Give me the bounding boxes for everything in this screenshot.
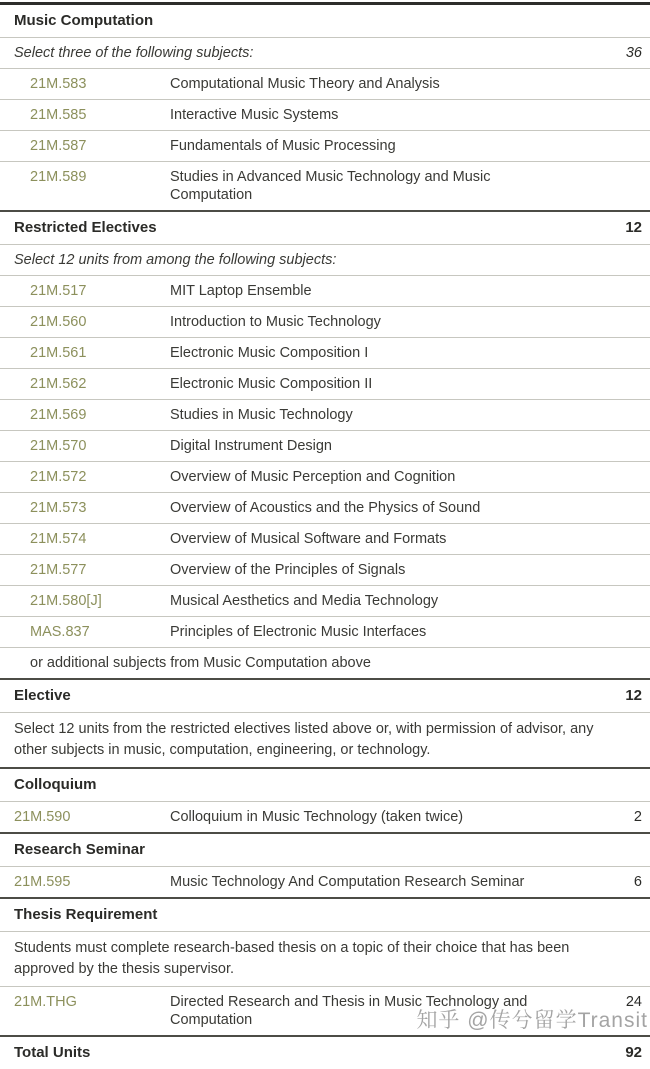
course-title: Overview of the Principles of Signals xyxy=(170,562,406,578)
course-title: Overview of Music Perception and Cognition xyxy=(170,469,456,485)
course-row xyxy=(0,461,650,492)
comment-text: Select three of the following subjects: xyxy=(14,45,254,61)
course-code-link[interactable]: 21M.595 xyxy=(14,874,71,890)
comment-units: 36 xyxy=(625,45,642,61)
course-title: Principles of Electronic Music Interfaces xyxy=(170,624,427,640)
paragraph-text: Students must complete research-based thesis on a topic of their choice that has been approved by the thesis supervisor. xyxy=(14,940,570,977)
course-row xyxy=(0,68,650,99)
course-row xyxy=(0,866,650,897)
course-title: Music Technology And Computation Research Seminar xyxy=(170,874,525,890)
paragraph-row xyxy=(0,931,650,986)
course-title: Studies in Music Technology xyxy=(170,407,353,423)
paragraph-text: Select 12 units from the restricted electives listed above or, with permission of advisor, any other subjects in music, computation, engineering, or technology. xyxy=(14,721,594,758)
course-code-link[interactable]: 21M.590 xyxy=(14,809,71,825)
note-row xyxy=(0,647,650,678)
note-text: or additional subjects from Music Computation above xyxy=(30,655,371,671)
course-title: Electronic Music Composition II xyxy=(170,376,373,392)
course-row xyxy=(0,306,650,337)
comment-row xyxy=(0,244,650,275)
course-row xyxy=(0,368,650,399)
section-header-label: Total Units xyxy=(14,1044,91,1061)
course-row xyxy=(0,430,650,461)
course-code-link[interactable]: MAS.837 xyxy=(30,624,90,640)
section-units: 12 xyxy=(625,687,642,704)
course-row xyxy=(0,130,650,161)
course-code-link[interactable]: 21M.587 xyxy=(30,138,87,154)
course-code-link[interactable]: 21M.572 xyxy=(30,469,87,485)
paragraph-row xyxy=(0,712,650,767)
course-title: Introduction to Music Technology xyxy=(170,314,381,330)
course-title: MIT Laptop Ensemble xyxy=(170,283,312,299)
section-header-label: Research Seminar xyxy=(14,841,145,858)
course-table-body xyxy=(0,2,650,1069)
section-header-row xyxy=(0,2,650,37)
course-code-link[interactable]: 21M.THG xyxy=(14,994,77,1010)
course-code-link[interactable]: 21M.569 xyxy=(30,407,87,423)
section-header-label: Thesis Requirement xyxy=(14,906,158,923)
course-row xyxy=(0,399,650,430)
course-row xyxy=(0,585,650,616)
course-row xyxy=(0,99,650,130)
course-code-link[interactable]: 21M.583 xyxy=(30,76,87,92)
comment-text: Select 12 units from among the following subjects: xyxy=(14,252,337,268)
section-units: 12 xyxy=(625,219,642,236)
section-header-row xyxy=(0,1035,650,1069)
course-title: Fundamentals of Music Processing xyxy=(170,138,396,154)
course-code-link[interactable]: 21M.577 xyxy=(30,562,87,578)
course-code-link[interactable]: 21M.585 xyxy=(30,107,87,123)
course-title: Interactive Music Systems xyxy=(170,107,339,123)
course-title: Studies in Advanced Music Technology and Music Computation xyxy=(170,169,491,203)
course-title: Overview of Acoustics and the Physics of Sound xyxy=(170,500,481,516)
course-units: 2 xyxy=(633,809,642,825)
course-code-link[interactable]: 21M.573 xyxy=(30,500,87,516)
section-header-label: Elective xyxy=(14,687,71,704)
section-header-row xyxy=(0,767,650,801)
course-row xyxy=(0,161,650,210)
course-code-link[interactable]: 21M.562 xyxy=(30,376,87,392)
course-title: Colloquium in Music Technology (taken twice) xyxy=(170,809,464,825)
course-title: Electronic Music Composition I xyxy=(170,345,369,361)
course-title: Musical Aesthetics and Media Technology xyxy=(170,593,439,609)
course-units: 6 xyxy=(633,874,642,890)
course-title: Computational Music Theory and Analysis xyxy=(170,76,440,92)
course-title: Overview of Musical Software and Formats xyxy=(170,531,447,547)
course-code-link[interactable]: 21M.570 xyxy=(30,438,87,454)
course-code-link[interactable]: 21M.560 xyxy=(30,314,87,330)
watermark: 知乎 @传兮留学Transit xyxy=(416,1009,648,1032)
section-header-label: Colloquium xyxy=(14,776,97,793)
section-header-row xyxy=(0,678,650,712)
course-row xyxy=(0,801,650,832)
course-code-link[interactable]: 21M.580[J] xyxy=(30,593,102,609)
section-header-label: Restricted Electives xyxy=(14,219,157,236)
course-row xyxy=(0,337,650,368)
course-code-link[interactable]: 21M.589 xyxy=(30,169,87,185)
course-row xyxy=(0,492,650,523)
course-code-link[interactable]: 21M.574 xyxy=(30,531,87,547)
course-row xyxy=(0,986,650,1035)
course-code-link[interactable]: 21M.561 xyxy=(30,345,87,361)
course-title: Directed Research and Thesis in Music Technology and Computation xyxy=(170,994,528,1028)
course-title: Digital Instrument Design xyxy=(170,438,332,454)
course-units: 24 xyxy=(625,994,642,1010)
course-row xyxy=(0,616,650,647)
course-row xyxy=(0,523,650,554)
section-header-row xyxy=(0,210,650,244)
section-units: 92 xyxy=(625,1044,642,1061)
course-code-link[interactable]: 21M.517 xyxy=(30,283,87,299)
comment-row xyxy=(0,37,650,68)
course-row xyxy=(0,275,650,306)
course-row xyxy=(0,554,650,585)
section-header-row xyxy=(0,897,650,931)
section-header-label: Music Computation xyxy=(14,12,154,29)
section-header-row xyxy=(0,832,650,866)
